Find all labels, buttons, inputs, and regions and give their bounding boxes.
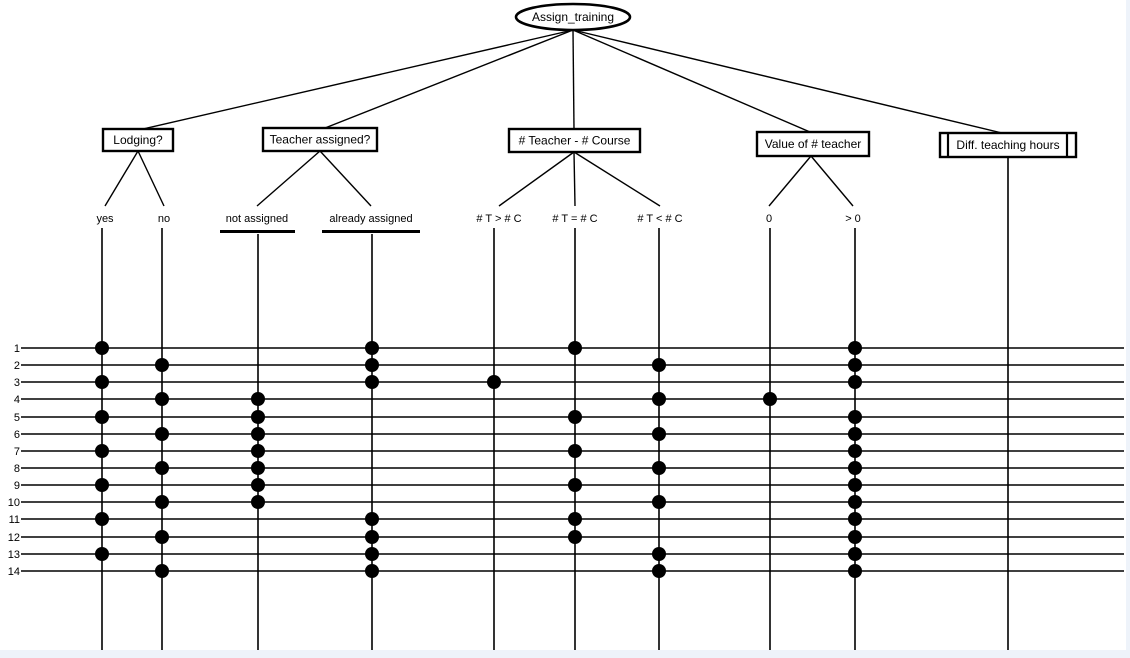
row-number-6: 6 bbox=[13, 429, 20, 441]
dot-row11-already_assigned bbox=[365, 512, 379, 526]
dot-row4-zero bbox=[763, 392, 777, 406]
dot-row6-not_assigned bbox=[251, 427, 265, 441]
dot-row5-gt_zero bbox=[848, 410, 862, 424]
value-label-gt_zero: > 0 bbox=[845, 213, 861, 225]
value-label-zero: 0 bbox=[765, 213, 773, 225]
dot-row14-already_assigned bbox=[365, 564, 379, 578]
dot-row2-already_assigned bbox=[365, 358, 379, 372]
dot-row1-yes bbox=[95, 341, 109, 355]
row-number-1: 1 bbox=[13, 343, 20, 355]
dot-row8-gt_zero bbox=[848, 461, 862, 475]
attribute-box-label-value_of_teacher: Value of # teacher bbox=[764, 137, 862, 151]
dot-row3-already_assigned bbox=[365, 375, 379, 389]
dot-row3-t_gt_c bbox=[487, 375, 501, 389]
row-number-7: 7 bbox=[13, 446, 20, 458]
row-number-3: 3 bbox=[13, 377, 20, 389]
dot-row4-no bbox=[155, 392, 169, 406]
value-label-no: no bbox=[157, 213, 171, 225]
dot-row9-yes bbox=[95, 478, 109, 492]
root-node-label: Assign_training bbox=[531, 10, 615, 24]
dot-row12-t_eq_c bbox=[568, 530, 582, 544]
row-number-8: 8 bbox=[13, 463, 20, 475]
value-label-t_eq_c: # T = # C bbox=[552, 213, 598, 225]
value-label-already_assigned: already assigned bbox=[329, 213, 413, 225]
dot-row6-t_lt_c bbox=[652, 427, 666, 441]
fan-line-t_eq_c bbox=[574, 152, 575, 206]
dot-row8-not_assigned bbox=[251, 461, 265, 475]
dot-row10-no bbox=[155, 495, 169, 509]
row-number-11: 11 bbox=[8, 514, 20, 526]
row-number-2: 2 bbox=[13, 360, 20, 372]
row-number-14: 14 bbox=[7, 566, 20, 578]
dot-row1-already_assigned bbox=[365, 341, 379, 355]
attribute-box-label-lodging: Lodging? bbox=[113, 133, 163, 147]
row-number-13: 13 bbox=[7, 549, 20, 561]
attribute-box-label-teacher_minus_course: # Teacher - # Course bbox=[518, 133, 631, 148]
dot-row14-gt_zero bbox=[848, 564, 862, 578]
value-label-yes: yes bbox=[96, 213, 114, 225]
dot-row3-yes bbox=[95, 375, 109, 389]
dot-row12-no bbox=[155, 530, 169, 544]
dot-row11-yes bbox=[95, 512, 109, 526]
dot-row13-yes bbox=[95, 547, 109, 561]
dot-row6-no bbox=[155, 427, 169, 441]
dot-row10-t_lt_c bbox=[652, 495, 666, 509]
dot-row10-not_assigned bbox=[251, 495, 265, 509]
row-number-12: 12 bbox=[7, 532, 20, 544]
dot-row14-t_lt_c bbox=[652, 564, 666, 578]
dot-row6-gt_zero bbox=[848, 427, 862, 441]
dot-row5-yes bbox=[95, 410, 109, 424]
dot-row5-t_eq_c bbox=[568, 410, 582, 424]
attribute-box-label-teacher_assigned: Teacher assigned? bbox=[269, 132, 371, 147]
dot-row4-t_lt_c bbox=[652, 392, 666, 406]
dot-row10-gt_zero bbox=[848, 495, 862, 509]
value-underline-already_assigned bbox=[322, 230, 420, 233]
attribute-box-label-diff_teaching_hours: Diff. teaching hours bbox=[956, 138, 1060, 152]
dot-row9-t_eq_c bbox=[568, 478, 582, 492]
dot-row8-t_lt_c bbox=[652, 461, 666, 475]
dot-row12-already_assigned bbox=[365, 530, 379, 544]
row-number-10: 10 bbox=[7, 497, 20, 509]
dot-row7-yes bbox=[95, 444, 109, 458]
value-underline-not_assigned bbox=[220, 230, 295, 233]
dot-row14-no bbox=[155, 564, 169, 578]
dot-row2-gt_zero bbox=[848, 358, 862, 372]
value-label-t_lt_c: # T < # C bbox=[637, 213, 683, 225]
dot-row2-t_lt_c bbox=[652, 358, 666, 372]
dot-row9-gt_zero bbox=[848, 478, 862, 492]
dot-row7-gt_zero bbox=[848, 444, 862, 458]
row-number-9: 9 bbox=[13, 480, 20, 492]
dot-row11-gt_zero bbox=[848, 512, 862, 526]
dot-row7-t_eq_c bbox=[568, 444, 582, 458]
dot-row3-gt_zero bbox=[848, 375, 862, 389]
dot-row5-not_assigned bbox=[251, 410, 265, 424]
dot-row4-not_assigned bbox=[251, 392, 265, 406]
value-label-not_assigned: not assigned bbox=[225, 213, 289, 225]
dot-row13-gt_zero bbox=[848, 547, 862, 561]
edge-root-to-teacher_minus_course bbox=[573, 30, 574, 129]
dot-row9-not_assigned bbox=[251, 478, 265, 492]
dot-row12-gt_zero bbox=[848, 530, 862, 544]
dot-row13-already_assigned bbox=[365, 547, 379, 561]
row-number-5: 5 bbox=[13, 412, 20, 424]
value-label-t_gt_c: # T > # C bbox=[476, 213, 522, 225]
dot-row7-not_assigned bbox=[251, 444, 265, 458]
dot-row13-t_lt_c bbox=[652, 547, 666, 561]
dot-row2-no bbox=[155, 358, 169, 372]
dot-row1-gt_zero bbox=[848, 341, 862, 355]
dot-row11-t_eq_c bbox=[568, 512, 582, 526]
row-number-4: 4 bbox=[13, 394, 20, 406]
dot-row8-no bbox=[155, 461, 169, 475]
dot-row1-t_eq_c bbox=[568, 341, 582, 355]
